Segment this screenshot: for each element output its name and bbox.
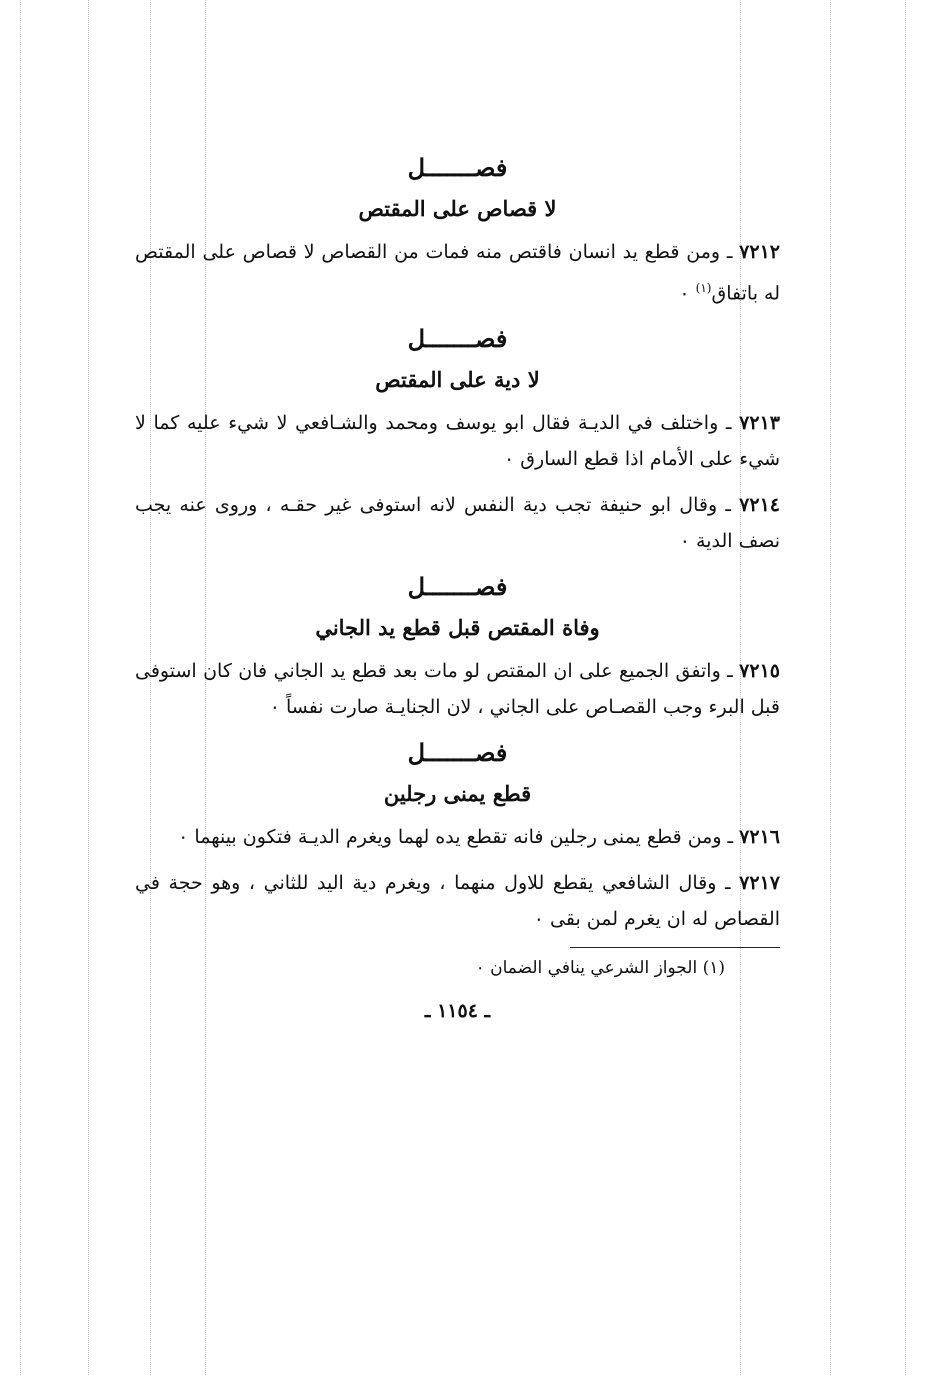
paragraph-text: ـ ومن قطع يمنى رجلين فانه تقطع يده لهما ويغرم الديـة فتكون بينهما ٠ xyxy=(178,826,740,849)
paragraph xyxy=(135,234,780,311)
scan-margin-line xyxy=(905,0,906,1375)
footnote: (١) الجواز الشرعي ينافي الضمان ٠ xyxy=(475,958,725,979)
section-title: قطع يمنى رجلين xyxy=(383,781,532,807)
paragraph-text: ـ وقال الشافعي يقطع للاول منهما ، ويغرم دية اليد للثاني ، وهو حجة في القصاص له ان يغرم لمن بقى ٠ xyxy=(135,872,780,931)
section xyxy=(135,569,780,725)
scan-margin-line xyxy=(830,0,831,1375)
section-title: وفاة المقتص قبل قطع يد الجاني xyxy=(315,615,600,641)
paragraph xyxy=(135,819,780,855)
section-word: فصـــــــل xyxy=(407,572,508,602)
book-page xyxy=(135,150,780,1026)
scan-margin-line xyxy=(20,0,21,1375)
section xyxy=(135,150,780,311)
section-word: فصـــــــل xyxy=(407,153,508,182)
section-title: لا دية على المقتص xyxy=(375,367,540,393)
paragraph-text: ـ واتفق الجميع على ان المقتص لو مات بعد قطع يد الجاني فان كان استوفى قبل البرء وجب القصـاص على الجاني ، لان الجنايـة صارت نفساً ٠ xyxy=(135,660,780,719)
section xyxy=(135,735,780,937)
paragraph-number: ٧٢١٦ xyxy=(739,826,780,849)
paragraph-text: ـ وقال ابو حنيفة تجب دية النفس لانه استوفى غير حقـه ، وروى عنه يجب نصف الدية ٠ xyxy=(135,494,780,553)
paragraph-text: ـ واختلف في الديـة فقال ابو يوسف ومحمد والشـافعي لا شيء عليه كما لا شيء على الأمام اذا قطع السارق ٠ xyxy=(135,412,780,471)
paragraph-tail: ٠ xyxy=(679,282,696,305)
paragraph-number: ٧٢١٢ xyxy=(739,241,780,263)
section-word: فصـــــــل xyxy=(407,324,508,354)
section-word: فصـــــــل xyxy=(407,738,508,768)
section-title: لا قصاص على المقتص xyxy=(358,196,557,221)
paragraph-number: ٧٢١٥ xyxy=(739,660,780,683)
footnote-marker: (١) xyxy=(695,281,712,295)
page-number: ـ ١١٥٤ ـ xyxy=(424,1000,491,1023)
paragraph xyxy=(135,405,780,477)
paragraph-number: ٧٢١٤ xyxy=(739,494,780,517)
paragraph-number: ٧٢١٧ xyxy=(739,872,780,895)
footnote-divider xyxy=(570,947,780,948)
paragraph-number: ٧٢١٣ xyxy=(739,412,780,435)
paragraph xyxy=(135,487,780,559)
section xyxy=(135,321,780,559)
paragraph xyxy=(135,865,780,937)
scan-margin-line xyxy=(88,0,89,1375)
paragraph-text: ـ ومن قطع يد انسان فاقتص منه فمات من القصاص لا قصاص على المقتص له باتفاق xyxy=(135,241,780,305)
paragraph xyxy=(135,653,780,725)
